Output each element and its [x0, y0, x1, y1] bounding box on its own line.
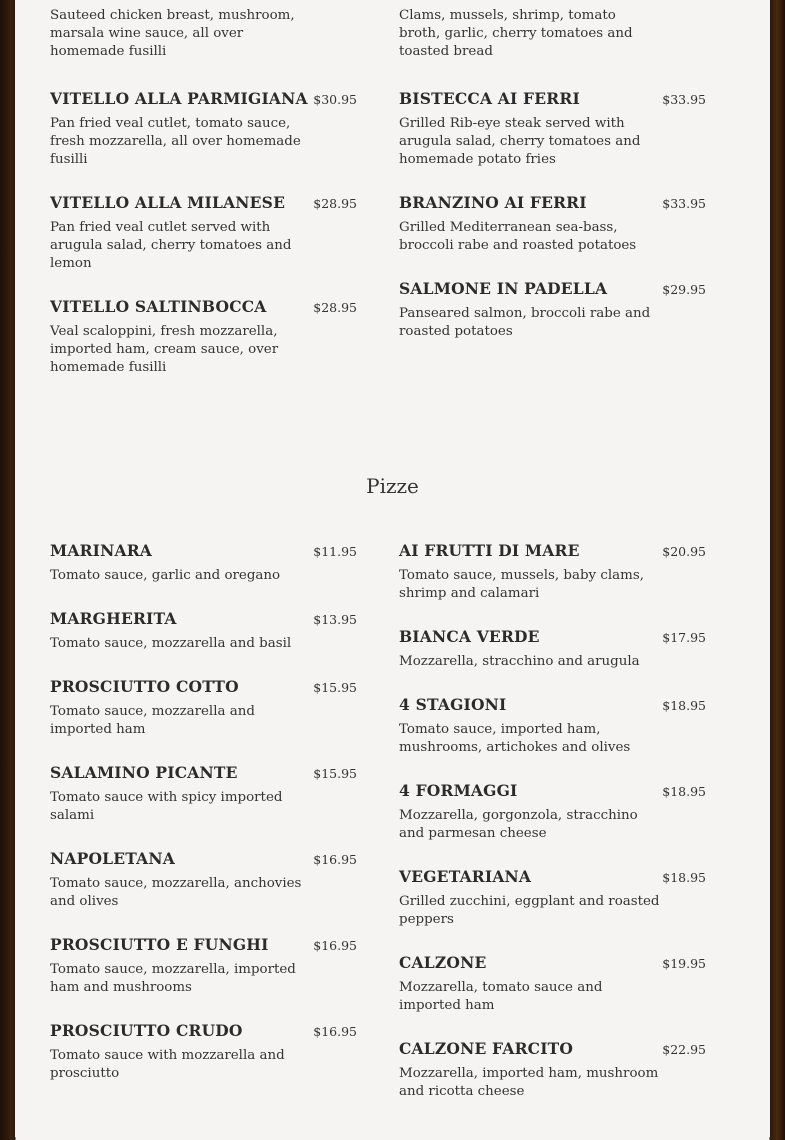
menu-item — [50, 7, 357, 61]
item-price: $11.95 — [313, 544, 357, 559]
menu-item — [50, 297, 357, 377]
item-description: Mozzarella, stracchino and arugula — [399, 654, 640, 669]
item-description: Sauteed chicken breast, mushroom, marsala wine sauce, all over homemade fusilli — [50, 8, 295, 59]
item-price: $17.95 — [662, 630, 706, 645]
item-description: Tomato sauce, imported ham, mushrooms, artichokes and olives — [399, 722, 631, 755]
item-name: NAPOLETANA — [50, 849, 175, 868]
menu-item — [50, 849, 357, 911]
item-name: MARINARA — [50, 541, 153, 560]
item-name: VITELLO SALTINBOCCA — [50, 297, 267, 316]
item-price: $18.95 — [662, 698, 706, 713]
item-name: PROSCIUTTO E FUNGHI — [50, 935, 269, 954]
item-price: $15.95 — [313, 680, 357, 695]
item-price: $18.95 — [662, 784, 706, 799]
item-description: Pan fried veal cutlet, tomato sauce, fresh mozzarella, all over homemade fusilli — [50, 116, 301, 167]
menu-item — [50, 609, 357, 653]
item-name: CALZONE — [399, 953, 487, 972]
menu-item — [399, 953, 706, 1015]
item-description: Grilled Rib-eye steak served with arugula salad, cherry tomatoes and homemade potato fries — [399, 116, 641, 167]
item-name: MARGHERITA — [50, 609, 177, 628]
item-price: $33.95 — [662, 92, 706, 107]
item-price: $15.95 — [313, 766, 357, 781]
item-description: Tomato sauce with spicy imported salami — [50, 790, 283, 823]
menu-item — [50, 935, 357, 997]
item-description: Tomato sauce, mozzarella, imported ham and mushrooms — [50, 962, 296, 995]
menu-item — [399, 89, 706, 169]
item-price: $22.95 — [662, 1042, 706, 1057]
item-name: SALMONE IN PADELLA — [399, 279, 608, 298]
item-description: Mozzarella, tomato sauce and imported ham — [399, 980, 603, 1013]
item-description: Pan fried veal cutlet served with arugula salad, cherry tomatoes and lemon — [50, 220, 292, 271]
pizze-right-column — [399, 541, 706, 1125]
item-price: $28.95 — [313, 300, 357, 315]
item-name: VITELLO ALLA PARMIGIANA — [50, 89, 308, 108]
menu-item — [50, 193, 357, 273]
menu-item — [399, 781, 706, 843]
item-description: Tomato sauce, mozzarella, anchovies and olives — [50, 876, 302, 909]
item-name: PROSCIUTTO COTTO — [50, 677, 239, 696]
menu-item — [50, 541, 357, 585]
item-description: Clams, mussels, shrimp, tomato broth, garlic, cherry tomatoes and toasted bread — [399, 8, 633, 59]
item-name: 4 FORMAGGI — [399, 781, 518, 800]
menu-item — [399, 7, 706, 61]
menu-item — [399, 695, 706, 757]
item-description: Tomato sauce with mozzarella and prosciutto — [50, 1048, 285, 1081]
menu-item — [399, 627, 706, 671]
item-description: Veal scaloppini, fresh mozzarella, imported ham, cream sauce, over homemade fusilli — [50, 324, 279, 375]
item-price: $33.95 — [662, 196, 706, 211]
item-price: $13.95 — [313, 612, 357, 627]
item-price: $30.95 — [313, 92, 357, 107]
item-name: CALZONE FARCITO — [399, 1039, 574, 1058]
item-description: Tomato sauce, mozzarella and basil — [50, 636, 292, 651]
item-name: PROSCIUTTO CRUDO — [50, 1021, 243, 1040]
item-price: $29.95 — [662, 282, 706, 297]
item-name: BIANCA VERDE — [399, 627, 540, 646]
menu-item — [50, 677, 357, 739]
secondi-right-column — [399, 7, 706, 365]
menu-item — [399, 279, 706, 341]
item-description: Tomato sauce, mussels, baby clams, shrimp and calamari — [399, 568, 644, 601]
item-name: AI FRUTTI DI MARE — [399, 541, 580, 560]
menu-item — [50, 1021, 357, 1083]
item-price: $16.95 — [313, 938, 357, 953]
menu-item — [399, 541, 706, 603]
item-price: $28.95 — [313, 196, 357, 211]
item-description: Mozzarella, gorgonzola, stracchino and parmesan cheese — [399, 808, 638, 841]
menu-item — [399, 867, 706, 929]
item-price: $18.95 — [662, 870, 706, 885]
item-description: Mozzarella, imported ham, mushroom and ricotta cheese — [399, 1066, 659, 1099]
item-price: $16.95 — [313, 852, 357, 867]
item-description: Panseared salmon, broccoli rabe and roasted potatoes — [399, 306, 651, 339]
menu-item — [50, 763, 357, 825]
pizze-left-column — [50, 541, 357, 1107]
item-name: 4 STAGIONI — [399, 695, 507, 714]
secondi-left-column — [50, 7, 357, 401]
item-description: Grilled Mediterranean sea-bass, broccoli rabe and roasted potatoes — [399, 220, 637, 253]
item-description: Tomato sauce, garlic and oregano — [50, 568, 281, 583]
item-description: Tomato sauce, mozzarella and imported ham — [50, 704, 255, 737]
item-description: Grilled zucchini, eggplant and roasted peppers — [399, 894, 660, 927]
menu-item — [50, 89, 357, 169]
item-name: VEGETARIANA — [399, 867, 532, 886]
item-price: $19.95 — [662, 956, 706, 971]
menu-item — [399, 1039, 706, 1101]
item-name: VITELLO ALLA MILANESE — [50, 193, 286, 212]
menu-item — [399, 193, 706, 255]
item-name: BRANZINO AI FERRI — [399, 193, 587, 212]
item-price: $20.95 — [662, 544, 706, 559]
section-title-pizze: Pizze — [366, 474, 419, 498]
item-name: BISTECCA AI FERRI — [399, 89, 580, 108]
item-name: SALAMINO PICANTE — [50, 763, 238, 782]
item-price: $16.95 — [313, 1024, 357, 1039]
